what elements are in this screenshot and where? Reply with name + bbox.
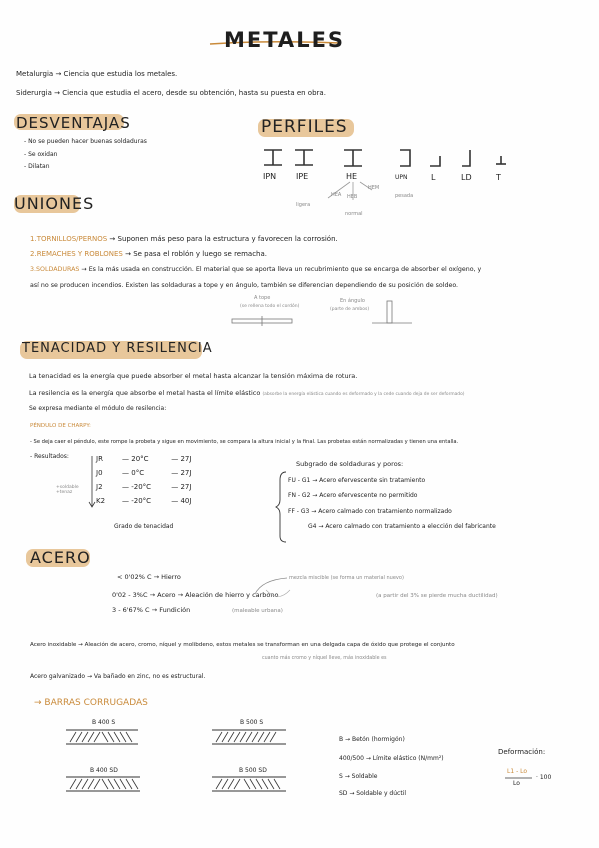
weld-angulo-note: (parte de ambos): [330, 307, 370, 312]
subgrado-heading: Subgrado de soldaduras y poros:: [296, 460, 404, 468]
he-note-hem: HEM: [368, 185, 380, 191]
charpy-heading: PÉNDULO DE CHARPY:: [30, 423, 91, 429]
acero-heading: ACERO: [30, 548, 91, 567]
he-note-hea: HEA: [331, 192, 342, 198]
he-note-ligera: ligera: [296, 202, 311, 208]
he-note-normal: normal: [345, 211, 363, 217]
acero-note-ductilidad: (a partir del 3% se pierde mucha ductilidad): [376, 593, 498, 599]
bar-label-b500sd: B 500 SD: [239, 767, 267, 774]
acero-row-acero: 0'02 - 3%C → Acero → Aleación de hierro y carbono: [112, 591, 279, 599]
deformacion-label: Deformación:: [498, 748, 546, 756]
weld-angulo-label: En ángulo: [340, 298, 365, 304]
acero-inoxidable-note: cuanto más cromo y níquel lleve, más inoxidable es: [262, 656, 387, 661]
resultado-row: J0 — 0°C — 27J: [96, 469, 192, 477]
resultado-row: JR — 20°C — 27J: [96, 455, 192, 463]
acero-note-fundicion: (maleable urbana): [232, 608, 283, 614]
he-note-pesada: pesada: [395, 193, 414, 199]
subgrado-row: G4 → Acero calmado con tratamiento a elección del fabricante: [308, 523, 496, 530]
profile-label-ipn: IPN: [263, 172, 277, 181]
grado-tenacidad-label: Grado de tenacidad: [114, 523, 174, 530]
bar-label-b400s: B 400 S: [92, 719, 116, 726]
deformacion-formula-den: Lo: [513, 780, 520, 787]
perfiles-heading: PERFILES: [261, 117, 348, 137]
tenacidad-def: La tenacidad es la energía que puede absorber el metal hasta alcanzar la tensión máxima de rotura.: [29, 372, 358, 380]
union-soldaduras: 3.SOLDADURAS → Es la más usada en construcción. El material que se aporta lleva un recubrimiento que se encarga de absorber el oxígeno, y: [30, 266, 482, 273]
union-remaches: 2.REMACHES Y ROBLONES → Se pasa el roblón y luego se remacha.: [30, 250, 268, 258]
profile-label-he: HE: [346, 172, 358, 181]
union-soldaduras-cont: así no se producen incendios. Existen las soldaduras a tope y en ángulo, también se diferencian dependiendo de su posición de soldeo.: [30, 282, 459, 289]
resultado-row: K2 — -20°C — 40J: [96, 497, 192, 505]
resilencia-modulo: Se expresa mediante el módulo de resilencia:: [29, 405, 167, 412]
subgrado-row: FU - G1 → Acero efervescente sin tratamiento: [288, 477, 426, 484]
subgrado-row: FF - G3 → Acero calmado con tratamiento normalizado: [288, 508, 452, 515]
desventajas-item: - No se pueden hacer buenas soldaduras: [24, 138, 147, 145]
barras-legend-sd: SD → Soldable y dúctil: [339, 790, 407, 797]
barras-heading: → BARRAS CORRUGADAS: [34, 698, 148, 708]
intro-metalurgia: Metalurgia → Ciencia que estudia los metales.: [16, 70, 178, 78]
acero-note-mezcla: mezcla miscible (se forma un material nuevo): [289, 575, 404, 581]
barras-legend-b: B → Betón (hormigón): [339, 736, 405, 743]
acero-galvanizado: Acero galvanizado → Va bañado en zinc, no es estructural.: [30, 673, 206, 680]
union-tornillos: 1.TORNILLOS/PERNOS → Suponen más peso para la estructura y favorecen la corrosión.: [30, 235, 338, 243]
resultados-label: - Resultados:: [30, 453, 69, 460]
resultado-row: J2 — -20°C — 27J: [96, 483, 192, 491]
profile-label-t: T: [496, 173, 501, 182]
profile-label-ipe: IPE: [296, 172, 309, 181]
profile-label-upn: UPN: [395, 174, 408, 181]
profile-label-ld: LD: [461, 173, 472, 182]
desventajas-item: - Dilatan: [24, 163, 50, 170]
uniones-heading: UNIONES: [14, 194, 95, 213]
deformacion-formula-num: L1 - Lo: [507, 768, 528, 775]
he-note-heb: HEB: [347, 194, 358, 200]
acero-inoxidable: Acero inoxidable → Aleación de acero, cromo, níquel y molibdeno, estos metales se transforman en una delgada capa de óxido que protege el conjunto: [30, 642, 455, 648]
acero-row-fundicion: 3 - 6'67% C → Fundición: [112, 606, 191, 614]
bar-label-b500s: B 500 S: [240, 719, 264, 726]
bar-label-b400sd: B 400 SD: [90, 767, 118, 774]
barras-legend-limite: 400/500 → Límite elástico (N/mm²): [339, 755, 444, 762]
desventajas-heading: DESVENTAJAS: [16, 114, 131, 132]
charpy-description: - Se deja caer el péndulo, este rompe la probeta y sigue en movimiento, se compara la altura inicial y la final. Las probetas están normalizadas y tienen una entalla.: [30, 439, 459, 445]
intro-siderurgia: Siderurgia → Ciencia que estudia el acero, desde su obtención, hasta su puesta en obra.: [16, 89, 326, 97]
desventajas-item: - Se oxidan: [24, 151, 58, 158]
profile-label-l: L: [431, 173, 436, 182]
deformacion-formula-mult: · 100: [536, 774, 552, 781]
resultados-side-note: +soldable +tenaz: [56, 485, 79, 495]
subgrado-row: FN - G2 → Acero efervescente no permitido: [288, 492, 418, 499]
page-title: METALES: [224, 28, 346, 52]
resilencia-def: La resilencia es la energía que absorbe el metal hasta el límite elástico (absorbe la energía elástica cuando es deformado y la cede cuando deja de ser deformado): [29, 389, 465, 397]
weld-tope-note: (se rellena todo el cordón): [240, 304, 300, 309]
barras-legend-s: S → Soldable: [339, 773, 378, 780]
acero-row-hierro: < 0'02% C → Hierro: [117, 573, 181, 581]
weld-tope-label: A tope: [254, 295, 271, 301]
tenacidad-heading: TENACIDAD Y RESILENCIA: [22, 341, 213, 356]
